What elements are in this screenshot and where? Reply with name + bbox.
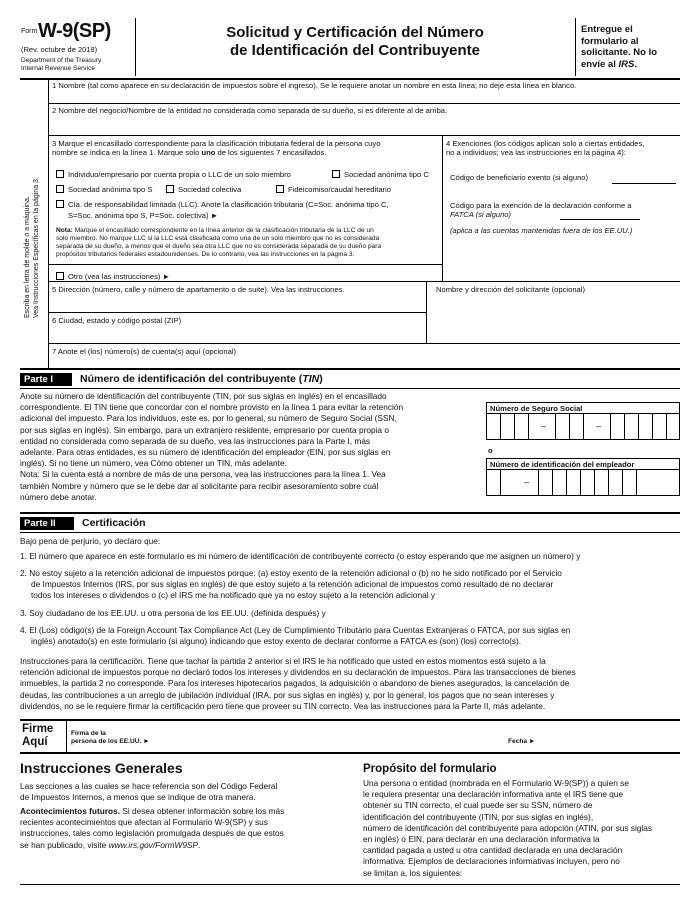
cert-item-4: 4. El (Los) código(s) de la Foreign Account Tax Compliance Act (Ley de Cumplimiento Tributario para Cuentas Extranjeras o FATCA, por sus siglas en inglés) anotado(s) en este formulario (si alguno) indicando que estoy exento de declarar conforme a FATCA es (son) (los) correcto(s).: [20, 625, 571, 647]
form-title-line1: Solicitud y Certificación del Número: [226, 24, 484, 41]
line1-name-label: 1 Nombre (tal como aparece en su declaración de impuestos sobre el ingreso). Se le requiere anotar un nombre en esta línea; no deje esta línea en blanco.: [52, 81, 577, 90]
line6-city-label: 6 Ciudad, estado y código postal (ZIP): [52, 316, 182, 325]
line2-business-input[interactable]: [52, 116, 680, 134]
exempt-payee-code-input[interactable]: [612, 183, 676, 184]
ssn-dash-1: –: [541, 421, 547, 431]
or-label: o: [488, 446, 493, 455]
line5-address-label: 5 Dirección (número, calle y número de apartamento o de suite). Vea las instrucciones.: [52, 285, 345, 294]
cert-item-1: 1. El número que aparece en este formulario es mi número de identificación de contribuyente correcto (o estoy esperando que me asignen un número) y: [20, 551, 581, 561]
agency-name: Internal Revenue Service: [21, 65, 96, 72]
part2-label: Parte II: [20, 517, 74, 530]
line7-account-label: 7 Anote el (los) número(s) de cuenta(s) aquí (opcional): [52, 347, 237, 356]
checkbox-c-corp[interactable]: Sociedad anónima tipo C: [332, 170, 429, 179]
llc-note: Nota: Marque el encasillado correspondiente en la línea anterior de la clasificación tributaria de la LLC de un solo miembro. No marque LLC si la LLC está clasificada como una de un solo miembro que no es considerada separada de su dueño, a menos que el dueño sea otra LLC que no es considerada separada de su dueño para propósitos tributarios federales estadounidenses. De lo contrario, vea las instrucciones en la página 3.: [56, 227, 382, 258]
part2-title: Certificación: [82, 517, 146, 529]
line2-business-label: 2 Nombre del negocio/Nombre de la entidad no considerada como separada de su dueño, si es diferente al de arriba.: [52, 106, 448, 115]
give-form-notice: Entregue el formulario al solicitante. No lo envíe al IRS.: [581, 24, 658, 70]
requester-label: Nombre y dirección del solicitante (opcional): [436, 285, 585, 294]
form-label: Form: [21, 28, 38, 35]
line3-label: 3 Marque el encasillado correspondiente para la clasificación tributaria federal de la persona cuyo nombre se indica en la línea 1. Marque solo uno de los siguientes 7 encasillados.: [52, 139, 381, 158]
cert-instructions: Instrucciones para la certificación. Tiene que tachar la partida 2 anterior si el IRS le ha notificado que usted en estos momentos está sujeto a la retención adicional de impuestos porque no declaró todos los intereses y dividendos en su declaración de impuestos. Para las transacciones de bienes inmuebles, la partida 2 no corresponde. Para los intereses hipotecarios pagados, la adquisición o abandono de bienes asegurados, la cancelación de deudas, las contribuciones a un arreglo de jubilación individual (IRA, por sus siglas en inglés) y, por lo general, los pagos que no sean intereses y dividendos, no se le requiere firmar la certificación pero tiene que proveer su TIN correcto. Vea las instrucciones para la Parte II, más adelante.: [20, 656, 576, 711]
future-developments: Acontecimientos futuros. Si desea obtener información sobre los más recientes acontecimientos que afectan al Formulario W-9(SP) y sus instrucciones, tales como legislación promulgada después de que estos se han publicado, visite www.irs.gov/FormW9SP.: [20, 806, 285, 850]
line1-name-input[interactable]: [52, 90, 680, 102]
fatca-note: (aplica a las cuentas mantenidas fuera de los EE.UU.): [450, 226, 633, 235]
part1-instructions: Anote su número de identificación del contribuyente (TIN, por sus siglas en inglés) en el encasillado correspondiente. El TIN tiene que concordar con el nombre provisto en la línea 1 para evitar la retención adicional del impuesto. Para los individuos, este es, por lo general, su número de Seguro Social (SSN, por sus siglas en inglés). Sin embargo, para un extranjero residente, empresario por cuenta propia o entidad no considerada como separada de su dueño, vea las instrucciones para la Parte I, más adelante. Para otras entidades, es su número de identificación del empleador (EIN, por sus siglas en inglés). Si no tiene un número, vea Cómo obtener un TIN, más adelante. Nota: Si la cuenta está a nombre de más de una persona, vea las instrucciones para la línea 1. Vea también Nombre y número que se le debe dar al solicitante para recibir asesoramiento sobre cuál número debe anotar.: [20, 391, 404, 502]
sign-here-label: Firme Aquí: [22, 723, 54, 748]
checkbox-llc[interactable]: Cía. de responsabilidad limitada (LLC). Anote la clasificación tributaria (C=Soc. anónima tipo C,: [56, 200, 389, 209]
llc-classification-label: S=Soc. anónima tipo S, P=Soc. colectiva) ►: [68, 211, 219, 220]
date-input[interactable]: [548, 725, 678, 747]
ein-input-area[interactable]: [486, 470, 680, 496]
general-intro: Las secciones a las cuales se hace referencia son del Código Federal de Impuestos Internos, a menos que se indique de otra manera.: [20, 781, 278, 803]
checkbox-partnership[interactable]: Sociedad colectiva: [166, 185, 241, 194]
signature-label: Firma de la persona de los EE.UU. ►: [71, 730, 150, 745]
fatca-code-label: Código para la exención de la declaración conforme a FATCA (si alguno): [450, 201, 632, 220]
ein-dash: –: [524, 477, 530, 487]
ssn-dash-2: –: [596, 421, 602, 431]
side-instructions: Escriba en letra de molde o a máquina. Vea Instrucciones Específicas en la página 3.: [24, 177, 40, 318]
checkbox-other[interactable]: Otro (vea las instrucciones) ►: [56, 272, 170, 281]
line4-exemptions-label: 4 Exenciones (los códigos aplican solo a ciertas entidades, no a individuos; vea las instrucciones en la página 4):: [446, 139, 645, 158]
revision-date: (Rev. octubre de 2018): [21, 45, 98, 54]
checkbox-individual[interactable]: Individuo/empresario por cuenta propia o LLC de un solo miembro: [56, 170, 291, 179]
form-number: W-9(SP): [38, 20, 111, 42]
signature-input[interactable]: [175, 725, 495, 747]
date-label: Fecha ►: [508, 738, 536, 745]
checkbox-trust-estate[interactable]: Fideicomiso/caudal hereditario: [276, 185, 391, 194]
ssn-label: Número de Seguro Social: [490, 404, 583, 413]
cert-item-2: 2. No estoy sujeto a la retención adicional de impuestos porque: (a) estoy exento de la retención adicional o (b) no he sido notificado por el Servicio de Impuestos Internos (IRS, por sus siglas en inglés) de que estoy sujeto a la retención adicional de impuestos como resultado de no declarar todos los intereses o dividendos o (c) el IRS me ha notificado que ya no estoy sujeto a la retención adicional y: [20, 568, 562, 601]
checkbox-s-corp[interactable]: Sociedad anónima tipo S: [56, 185, 152, 194]
exempt-payee-code-label: Código de beneficiario exento (si alguno): [450, 173, 589, 182]
cert-item-3: 3. Soy ciudadano de los EE.UU. u otra persona de los EE.UU. (definida después) y: [20, 608, 326, 618]
part1-title: Número de identificación del contribuyente (TIN): [80, 373, 323, 385]
department-name: Department of the Treasury: [21, 57, 102, 64]
fatca-code-input[interactable]: [560, 219, 640, 220]
purpose-heading: Propósito del formulario: [363, 763, 497, 775]
part2-intro: Bajo pena de perjurio, yo declaro que:: [20, 536, 161, 546]
ein-label: Número de identificación del empleador: [490, 460, 635, 469]
general-instructions-heading: Instrucciones Generales: [20, 760, 183, 776]
part1-label: Parte I: [20, 373, 72, 386]
form-title-line2: de Identificación del Contribuyente: [229, 42, 481, 59]
irs-link[interactable]: www.irs.gov/FormW9SP: [108, 839, 198, 850]
purpose-text: Una persona o entidad (nombrada en el Formulario W-9(SP)) a quien se le requiera presentar una declaración informativa ante el IRS tiene que obtener su TIN correcto, el cual puede ser su SSN, número de identificación del contribuyente (ITIN, por sus siglas en inglés), número de identificación del contribuyente para adopción (ATIN, por sus siglas en inglés) o EIN, para declarar en una declaración informativa la cantidad pagada a usted u otra cantidad declarada en una declaración informativa. Ejemplos de declaraciones informativas incluyen, pero no se limitan a, los siguientes:: [363, 778, 653, 878]
